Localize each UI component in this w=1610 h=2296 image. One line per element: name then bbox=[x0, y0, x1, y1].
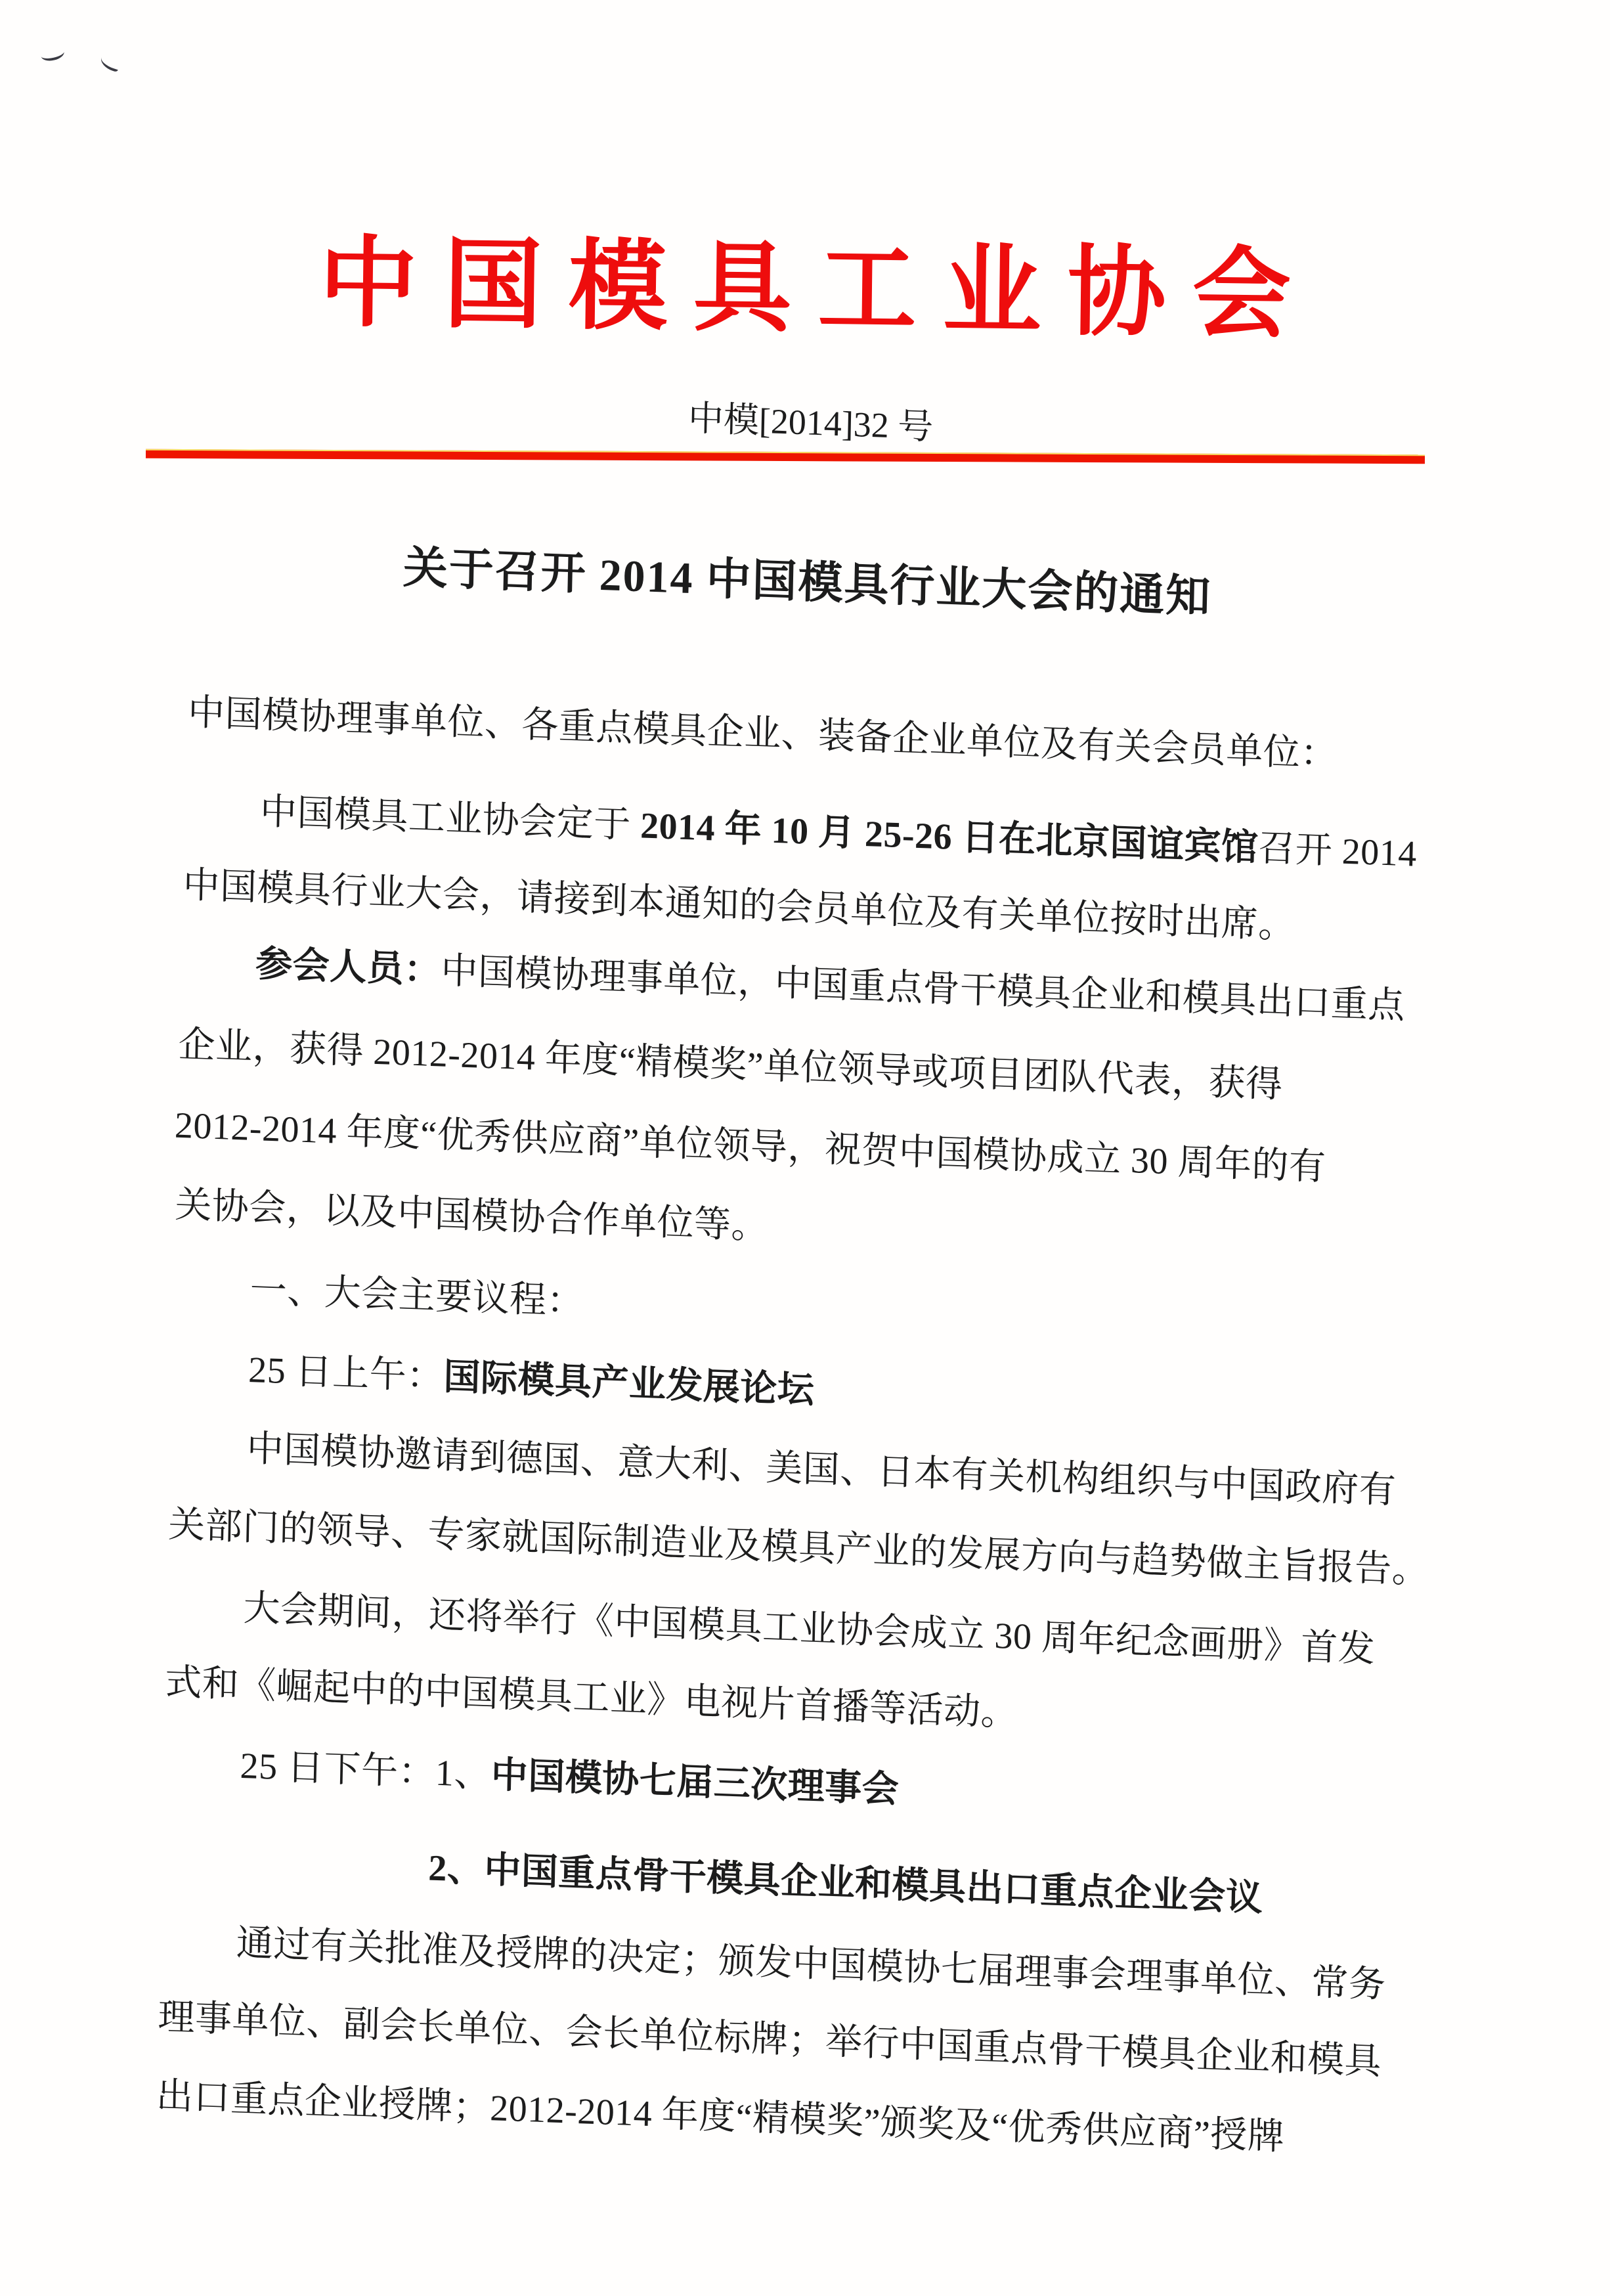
agenda-heading: 一、大会主要议程： bbox=[250, 1269, 584, 1323]
forum-detail-line-1: 中国模协邀请到德国、意大利、美国、日本有关机构组织与中国政府有 bbox=[246, 1428, 1397, 1512]
attendees-line-2: 企业，获得 2012-2014 年度“精模奖”单位领导或项目团队代表，获得 bbox=[177, 1024, 1284, 1106]
document-number: 中模[2014]32 号 bbox=[687, 398, 934, 447]
meeting-info-line-2: 中国模具行业大会，请接到本通知的会员单位及有关单位按时出席。 bbox=[183, 864, 1296, 947]
salutation-line: 中国模协理事单位、各重点模具企业、装备企业单位及有关会员单位： bbox=[187, 692, 1338, 776]
forum-detail-line-2: 关部门的领导、专家就国际制造业及模具产业的发展方向与趋势做主旨报告。 bbox=[167, 1504, 1429, 1592]
agenda-item-25-afternoon-2: 2、中国重点骨干模具企业和模具出口重点企业会议 bbox=[427, 1847, 1263, 1920]
resolutions-line-3: 出口重点企业授牌；2012-2014 年度“精模奖”颁奖及“优秀供应商”授牌 bbox=[156, 2075, 1285, 2158]
attendees-line-3: 2012-2014 年度“优秀供应商”单位领导，祝贺中国模协成立 30 周年的有 bbox=[174, 1105, 1327, 1188]
ceremony-line-1: 大会期间，还将举行《中国模具工业协会成立 30 周年纪念画册》首发 bbox=[242, 1587, 1376, 1671]
meeting-info-line-1: 中国模具工业协会定于 2014 年 10 月 25-26 日在北京国谊宾馆召开 2014 bbox=[259, 791, 1418, 875]
association-letterhead-title: 中国模具工业协会 bbox=[318, 229, 1318, 351]
agenda-item-25-morning: 25 日上午：国际模具产业发展论坛 bbox=[248, 1349, 815, 1411]
attendees-line-1: 参会人员：中国模协理事单位，中国重点骨干模具企业和模具出口重点 bbox=[255, 944, 1406, 1027]
resolutions-line-2: 理事单位、副会长单位、会长单位标牌；举行中国重点骨干模具企业和模具 bbox=[157, 1997, 1382, 2083]
agenda-item-25-afternoon-1: 25 日下午：1、中国模协七届三次理事会 bbox=[239, 1745, 900, 1811]
notice-title: 关于召开 2014 中国模具行业大会的通知 bbox=[402, 542, 1212, 623]
resolutions-line-1: 通过有关批准及授牌的决定；颁发中国模协七届理事会理事单位、常务 bbox=[236, 1922, 1387, 2006]
ceremony-line-2: 式和《崛起中的中国模具工业》电视片首播等活动。 bbox=[164, 1662, 1018, 1734]
attendees-line-4: 关协会，以及中国模协合作单位等。 bbox=[174, 1184, 769, 1247]
